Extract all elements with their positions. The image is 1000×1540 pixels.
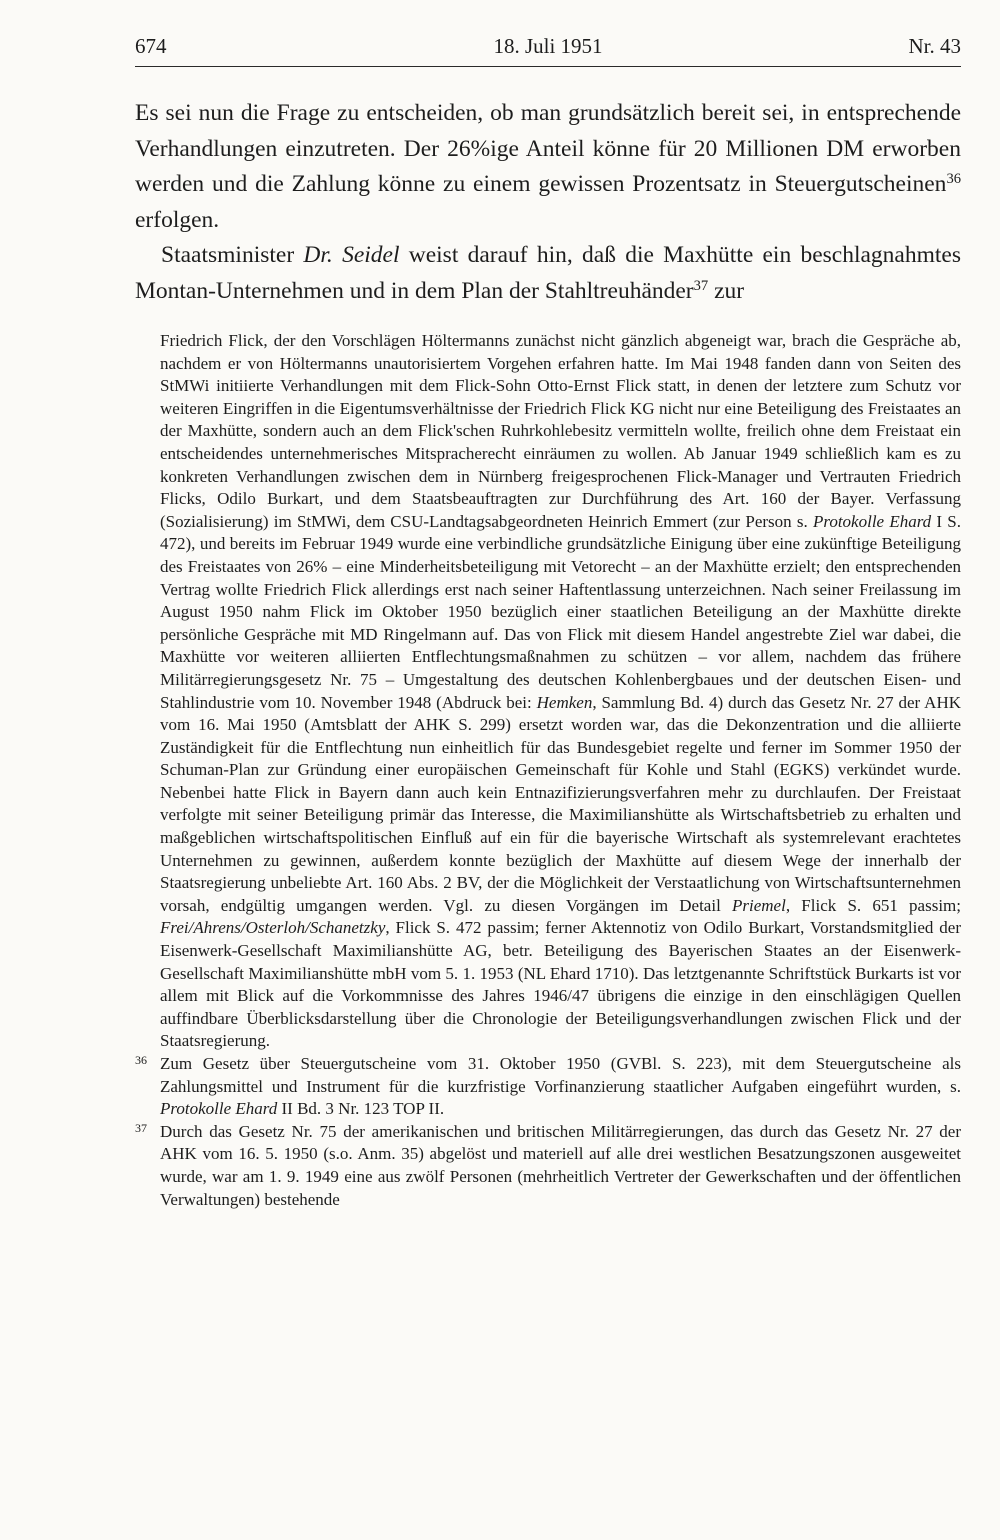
footnote-37: 37 Durch das Gesetz Nr. 75 der amerikanischen und britischen Militärregierungen, das durch das Gesetz Nr. 27 der AHK vom 16. 5. 1950 (s.o. Anm. 35) abgelöst und materiell auf alle drei westlichen Besatzungszonen ausgeweitet wurde, war am 1. 9. 1949 eine aus zwölf Personen (mehrheitlich Vertreter der Gewerkschaften und der öffentlichen Verwaltungen) bestehende	[135, 1121, 961, 1211]
footnote-ref-37[interactable]: 37	[693, 277, 709, 294]
footnote-continuation: Friedrich Flick, der den Vorschlägen Höltermanns zunächst nicht gänzlich abgeneigt war, brach die Gespräche ab, nachdem er von Höltermanns unautorisiertem Vorgehen erfahren hatte. Im Mai 1948 fanden dann von Seiten des StMWi initiierte Verhandlungen mit dem Flick-Sohn Otto-Ernst Flick statt, in denen der letztere zum Schutz vor weiteren Eingriffen in die Eigentumsverhältnisse der Friedrich Flick KG nicht nur eine Beteiligung des Freistaates an der Maxhütte, sondern auch an dem Flick'schen Ruhrkohlebesitz vermitteln wollte, freilich ohne dem Freistaat ein entscheidendes unternehmerisches Mitspracherecht einräumen zu wollen. Ab Januar 1949 schließlich kam es zu konkreten Verhandlungen zwischen dem in Nürnberg freigesprochenen Flick-Manager und Vertrauten Friedrich Flicks, Odilo Burkart, und dem Staatsbeauftragten zur Durchführung des Art. 160 der Bayer. Verfassung (Sozialisierung) im StMWi, dem CSU-Landtagsabgeordneten Heinrich Emmert (zur Person s. Protokolle Ehard I S. 472), und bereits im Februar 1949 wurde eine verbindliche grundsätzliche Einigung über eine zukünftige Beteiligung des Freistaates von 26% – eine Minderheitsbeteiligung mit Vetorecht – an der Maxhütte erzielt; den entsprechenden Vertrag wollte Friedrich Flick allerdings erst nach seiner Haftentlassung unterzeichnen. Nach seiner Freilassung im August 1950 nahm Flick im Oktober 1950 bezüglich einer staatlichen Beteiligung an der Maxhütte direkte persönliche Gespräche mit MD Ringelmann auf. Das von Flick mit diesem Handel angestrebte Ziel war dabei, die Maxhütte vor weiteren alliierten Entflechtungsmaßnahmen zu schützen – vor allem, nachdem das frühere Militärregierungsgesetz Nr. 75 – Umgestaltung des deutschen Kohlenbergbaues und der deutschen Eisen- und Stahlindustrie vom 10. November 1948 (Abdruck bei: Hemken, Sammlung Bd. 4) durch das Gesetz Nr. 27 der AHK vom 16. Mai 1950 (Amtsblatt der AHK S. 299) ersetzt worden war, das die Dekonzentration und die alliierte Zuständigkeit für die Entflechtung nun einheitlich für das Bundesgebiet regelte und ferner im Sommer 1950 der Schuman-Plan zur Gründung einer europäischen Gemeinschaft für Kohle und Stahl (EGKS) verkündet wurde. Nebenbei hatte Flick in Bayern dann auch kein Entnazifizierungsverfahren mehr zu durchlaufen. Der Freistaat verfolgte mit seiner Beteiligung primär das Interesse, die Maximilianshütte als Wirtschaftsbetrieb zu erhalten und maßgeblichen wirtschaftspolitischen Einfluß auf ein für die bayerische Wirtschaft als systemrelevant erachtetes Unternehmen zu gewinnen, außerdem konnte bezüglich der Maxhütte auf diesem Wege der innerhalb der Staatsregierung unbeliebte Art. 160 Abs. 2 BV, der die Möglichkeit der Verstaatlichung von Wirtschaftsunternehmen vorsah, endgültig umgangen werden. Vgl. zu diesen Vorgängen im Detail Priemel, Flick S. 651 passim; Frei/Ahrens/Osterloh/Schanetzky, Flick S. 472 passim; ferner Aktennotiz von Odilo Burkart, Vorstandsmitglied der Eisenwerk-Gesellschaft Maximilianshütte AG, betr. Beteiligung des Bayerischen Staates an der Eisenwerk-Gesellschaft Maximilianshütte mbH vom 5. 1. 1953 (NL Ehard 1710). Das letztgenannte Schriftstück Burkarts ist vor allem mit Blick auf die Vorkommnisse des Jahres 1946/47 übrigens die einzige in den einschlägigen Quellen auffindbare Überblicksdarstellung über die Chronologie der Beteiligungsverhandlungen zwischen Flick und der Staatsregierung.	[160, 331, 961, 1051]
footnote-number: 37	[135, 1120, 147, 1135]
footnote-number: 36	[135, 1053, 147, 1067]
main-text	[135, 96, 961, 309]
header-rule	[135, 66, 961, 67]
person-name: Dr. Seidel	[303, 242, 400, 268]
main-paragraph: Staatsminister Dr. Seidel weist darauf hin, daß die Maxhütte ein beschlagnahmtes Montan-Unternehmen und in dem Plan der Stahltreuhänder$^{37}$ zur	[135, 242, 961, 304]
footnote-36: 36 Zum Gesetz über Steuergutscheine vom 31. Oktober 1950 (GVBl. S. 223), mit dem Steuergutscheine als Zahlungsmittel und Instrument für die kurzfristige Vorfinanzierung staatlicher Aufgaben eingeführt wurden, s. Protokolle Ehard II Bd. 3 Nr. 123 TOP II.	[135, 1053, 961, 1121]
page-number: 674	[135, 34, 167, 58]
footnotes	[135, 330, 961, 1211]
running-header	[135, 30, 961, 62]
header-date: 18. Juli 1951	[493, 34, 603, 58]
footnote-ref-36[interactable]: 36	[946, 171, 961, 187]
main-paragraph: Es sei nun die Frage zu entscheiden, ob man grundsätzlich bereit sei, in entsprechende Verhandlungen einzutreten. Der 26%ige Anteil könne für 20 Millionen DM erworben werden und die Zahlung könne zu einem gewissen Prozentsatz in Steuergutscheinen$^{36}$ erfolgen.	[135, 100, 961, 233]
issue-number: Nr. 43	[908, 34, 961, 58]
